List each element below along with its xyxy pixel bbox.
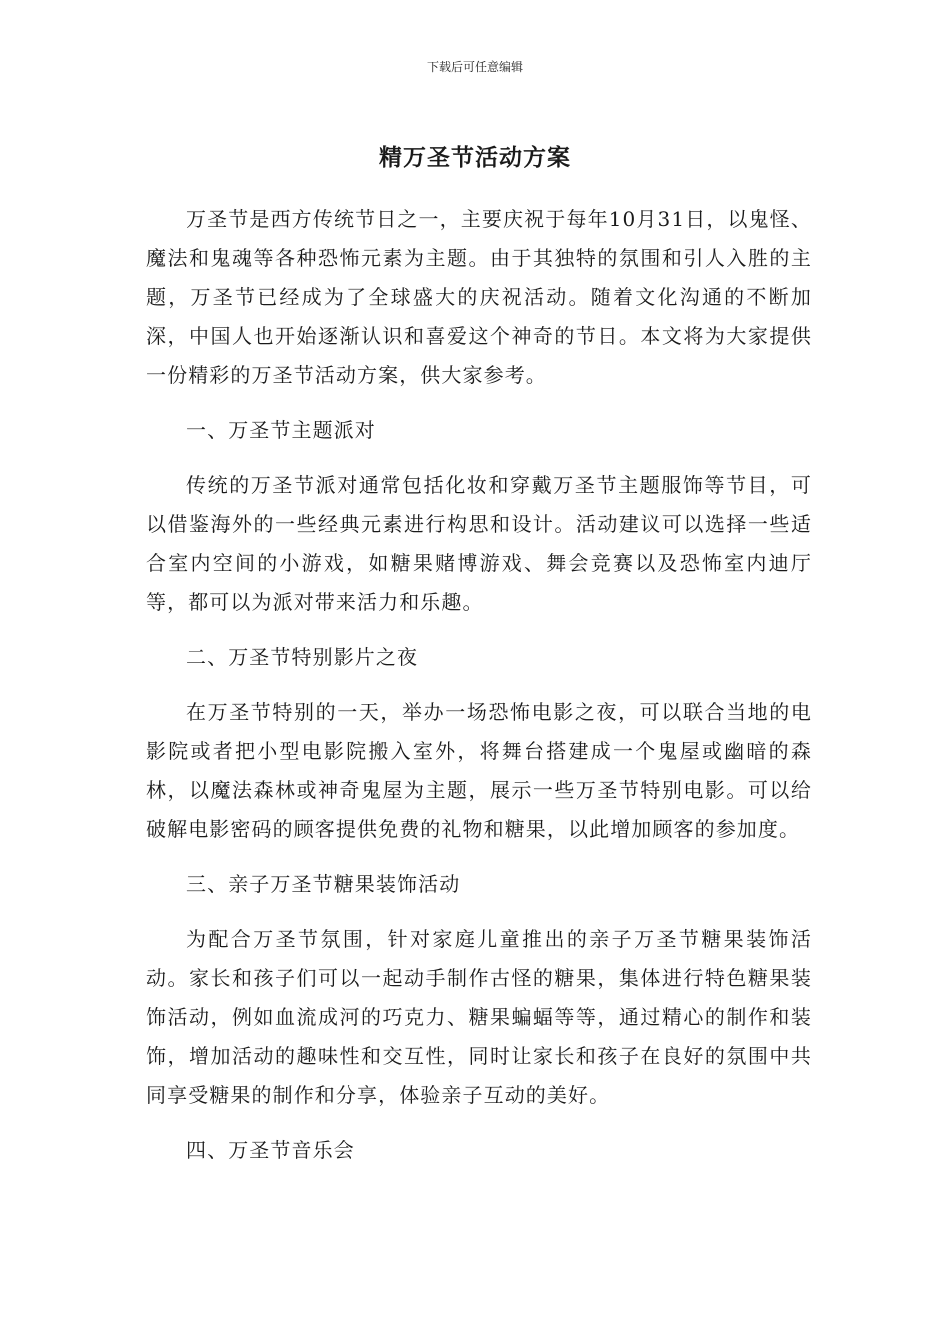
section-body-2: 在万圣节特别的一天，举办一场恐怖电影之夜，可以联合当地的电影院或者把小型电影院搬入室外，将舞台搭建成一个鬼屋或幽暗的森林，以魔法森林或神奇鬼屋为主题，展示一些万圣节特别电影。可以给破解电影密码的顾客提供免费的礼物和糖果，以此增加顾客的参加度。 <box>146 700 812 841</box>
header-note: 下载后可任意编辑 <box>426 60 523 74</box>
section-heading-3: 三、亲子万圣节糖果装饰活动 <box>186 872 461 896</box>
section-body-1: 传统的万圣节派对通常包括化妆和穿戴万圣节主题服饰等节目，可以借鉴海外的一些经典元素进行构思和设计。活动建议可以选择一些适合室内空间的小游戏，如糖果赌博游戏、舞会竞赛以及恐怖室内迪厅等，都可以为派对带来活力和乐趣。 <box>146 473 812 614</box>
section-body-3: 为配合万圣节氛围，针对家庭儿童推出的亲子万圣节糖果装饰活动。家长和孩子们可以一起动手制作古怪的糖果，集体进行特色糖果装饰活动，例如血流成河的巧克力、糖果蝙蝠等等，通过精心的制作和装饰，增加活动的趣味性和交互性，同时让家长和孩子在良好的氛围中共同享受糖果的制作和分享，体验亲子互动的美好。 <box>146 927 812 1107</box>
section-heading-4: 四、万圣节音乐会 <box>186 1138 355 1162</box>
section-heading-2: 二、万圣节特别影片之夜 <box>186 645 419 669</box>
section-heading-1: 一、万圣节主题派对 <box>186 418 376 442</box>
document-title: 精万圣节活动方案 <box>379 145 571 171</box>
document-body <box>146 200 812 1186</box>
intro-paragraph: 万圣节是西方传统节日之一，主要庆祝于每年10月31日，以鬼怪、魔法和鬼魂等各种恐怖元素为主题。由于其独特的氛围和引人入胜的主题，万圣节已经成为了全球盛大的庆祝活动。随着文化沟通的不断加深，中国人也开始逐渐认识和喜爱这个神奇的节日。本文将为大家提供一份精彩的万圣节活动方案，供大家参考。 <box>146 207 812 387</box>
